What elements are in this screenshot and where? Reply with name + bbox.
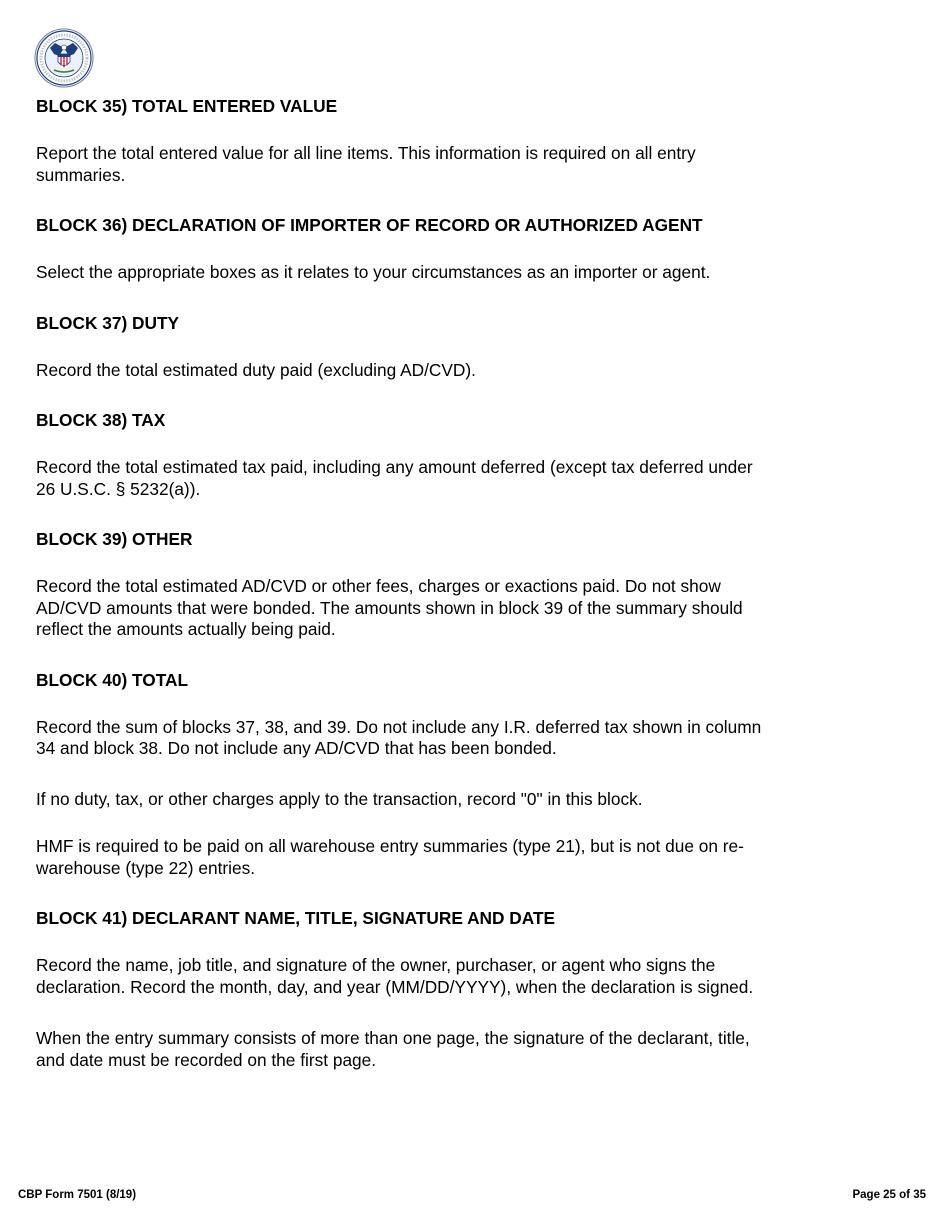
block-36-paragraph: Select the appropriate boxes as it relates to your circumstances as an importer or agent. (36, 262, 711, 282)
block-39-section (36, 529, 771, 641)
form-id-footer: CBP Form 7501 (8/19) (18, 1189, 137, 1201)
block-39-paragraph: Record the total estimated AD/CVD or other fees, charges or exactions paid. Do not show AD/CVD amounts that were bonded. The amounts shown in block 39 of the summary should reflect the amounts actually being paid. (36, 576, 743, 639)
dhs-seal-icon (34, 28, 94, 88)
block-36-heading: BLOCK 36) DECLARATION OF IMPORTER OF RECORD OR AUTHORIZED AGENT (36, 215, 703, 235)
block-36-section (36, 215, 771, 284)
block-35-section (36, 96, 771, 186)
page-number-footer: Page 25 of 35 (852, 1189, 926, 1201)
block-40-heading: BLOCK 40) TOTAL (36, 669, 189, 690)
block-38-heading: BLOCK 38) TAX (36, 410, 166, 430)
block-40-section (36, 670, 771, 880)
block-37-heading: BLOCK 37) DUTY (36, 312, 180, 333)
block-35-paragraph: Report the total entered value for all line items. This information is required on all entry summaries. (36, 143, 696, 185)
document-body (36, 96, 771, 1071)
block-39-heading: BLOCK 39) OTHER (36, 529, 193, 549)
block-38-paragraph: Record the total estimated tax paid, including any amount deferred (except tax deferred under 26 U.S.C. § 5232(a)). (36, 457, 753, 499)
block-40-paragraph-1: Record the sum of blocks 37, 38, and 39. Do not include any I.R. deferred tax shown in column 34 and block 38. Do not include any AD/CVD that has been bonded. (36, 716, 762, 758)
block-41-section (36, 908, 771, 1071)
block-40-paragraph-2: If no duty, tax, or other charges apply to the transaction, record "0" in this block. (36, 788, 643, 809)
block-35-heading: BLOCK 35) TOTAL ENTERED VALUE (36, 96, 338, 116)
block-40-paragraph-3: HMF is required to be paid on all warehouse entry summaries (type 21), but is not due on re-warehouse (type 22) entries. (36, 836, 744, 878)
dhs-seal-logo (34, 28, 94, 88)
block-41-heading: BLOCK 41) DECLARANT NAME, TITLE, SIGNATURE AND DATE (36, 908, 556, 928)
block-37-section (36, 313, 771, 382)
block-38-section (36, 410, 771, 500)
block-41-paragraph-1: Record the name, job title, and signature of the owner, purchaser, or agent who signs the declaration. Record the month, day, and year (MM/DD/YYYY), when the declaration is signed. (36, 955, 754, 997)
block-41-paragraph-2: When the entry summary consists of more than one page, the signature of the declarant, title, and date must be recorded on the first page. (36, 1028, 750, 1070)
block-37-paragraph: Record the total estimated duty paid (excluding AD/CVD). (36, 359, 476, 380)
